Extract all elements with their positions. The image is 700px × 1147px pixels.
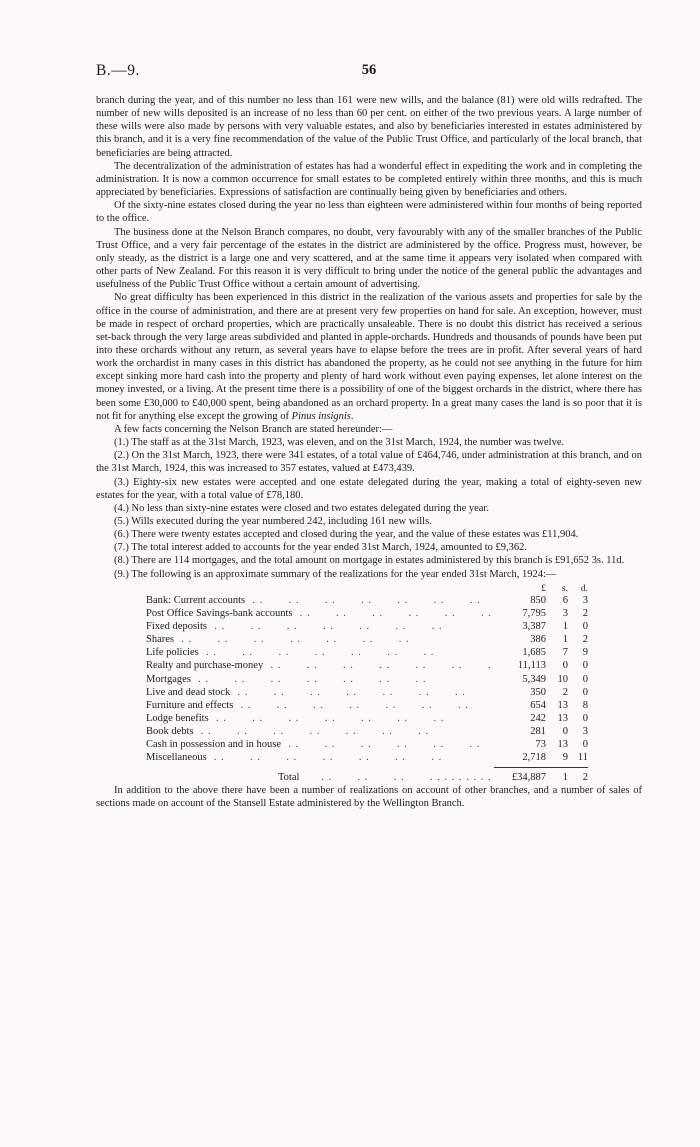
row-pence: 0 <box>582 713 588 725</box>
table-row <box>146 712 588 725</box>
row-label: Cash in possession and in house . . <box>146 738 494 751</box>
row-pence: 11 <box>577 752 588 764</box>
row-shillings: 3 <box>562 607 568 619</box>
row-pence: 0 <box>582 739 588 751</box>
row-pounds: 1,685 <box>522 647 546 659</box>
fact-item: (5.) Wills executed during the year numbered 242, including 161 new wills. <box>114 516 432 527</box>
total-pence: 2 <box>582 771 588 783</box>
row-label: Life policies . . <box>146 646 494 659</box>
row-pence: 2 <box>582 634 588 646</box>
total-pounds: £34,887 <box>511 771 546 783</box>
row-shillings: 6 <box>562 594 568 606</box>
table-row <box>146 751 588 764</box>
fact-item: (6.) There were twenty estates accepted and closed during the year, and the value of these estates was £11,904. <box>114 529 579 541</box>
row-pounds: 5,349 <box>522 673 546 685</box>
row-pence: 3 <box>582 594 588 606</box>
row-pence: 3 <box>582 726 588 738</box>
row-shillings: 7 <box>562 647 568 659</box>
row-label: Fixed deposits . . <box>146 620 494 633</box>
row-shillings: 13 <box>557 739 568 751</box>
row-pence: 0 <box>582 673 588 685</box>
pinus-insignis: Pinus insignis <box>291 410 351 422</box>
page-header <box>96 62 642 82</box>
row-shillings: 13 <box>557 713 568 725</box>
fact-item: (3.) Eighty-six new estates were accepted and one estate delegated during the year, making a total of eighty-seven new estates for the year, with a total value of £78,180. <box>96 476 642 501</box>
closing-paragraph: In addition to the above there have been a number of realizations on account of other branches, and a number of sales of sections made on account of the Stansell Estate administered by the Wellington Branch. <box>96 784 642 809</box>
row-label: Lodge benefits . . <box>146 712 494 725</box>
row-shillings: 10 <box>557 673 568 685</box>
table-row <box>146 738 588 751</box>
col-shillings: s. <box>561 583 568 594</box>
row-pence: 0 <box>582 660 588 672</box>
table-row <box>146 725 588 738</box>
fact-item: (9.) The following is an approximate summary of the realizations for the year ended 31st March, 1924:— <box>114 568 557 580</box>
total-rule <box>494 767 588 768</box>
facts-intro: A few facts concerning the Nelson Branch are stated hereunder:— <box>114 423 393 435</box>
page-number: 56 <box>361 62 377 78</box>
table-row <box>146 594 588 607</box>
table-row <box>146 673 588 686</box>
row-pounds: 350 <box>530 686 546 698</box>
body-text <box>96 94 642 810</box>
period: . <box>350 410 354 422</box>
fact-item: (2.) On the 31st March, 1923, there were 341 estates, of a total value of £464,746, under administration at this branch, and on the 31st March, 1924, this was increased to 357 estates, valued at £473,439. <box>96 450 642 475</box>
row-pence: 8 <box>582 699 588 711</box>
row-pence: 0 <box>582 621 588 633</box>
table-row <box>146 607 588 620</box>
row-pence: 2 <box>582 607 588 619</box>
paragraph: The decentralization of the administration of estates has had a wonderful effect in expediting the work and in completing the administration. It is now a common occurrence for small estates to be completed entirely within three months, and this is much appreciated by beneficiaries. Expressions of satisfaction are continually being given by beneficiaries and others. <box>96 160 642 199</box>
table-header <box>146 583 588 594</box>
row-label: Miscellaneous . . <box>146 751 494 764</box>
row-label: Book debts . . <box>146 725 494 738</box>
table-row <box>146 633 588 646</box>
row-shillings: 1 <box>562 621 568 633</box>
col-pence: d. <box>580 583 588 594</box>
row-pounds: 386 <box>530 634 546 646</box>
table-row <box>146 686 588 699</box>
table-row <box>146 699 588 712</box>
total-label: Total . . <box>146 771 494 784</box>
total-row <box>146 771 588 784</box>
report-reference: B.—9. <box>96 62 140 79</box>
col-pounds: £ <box>541 583 546 594</box>
paragraph: The business done at the Nelson Branch compares, no doubt, very favourably with any of the smaller branches of the Public Trust Office, and a very fair percentage of the estates in the district are administered by the office. Progress must, however, be only steady, as the district is a large one and very scattered, and at the same time it appears very isolated when compared with other parts of New Zealand. For this reason it is very difficult to bring under the notice of the general public the advantages and usefulness of the Public Trust Office without a certain amount of advertising. <box>96 226 642 291</box>
fact-item: (7.) The total interest added to accounts for the year ended 31st March, 1924, amounted to £9,362. <box>114 542 527 554</box>
row-pounds: 11,113 <box>517 660 546 672</box>
fact-item: (8.) There are 114 mortgages, and the total amount on mortgage in estates administered by this branch is £91,652 3s. 11d. <box>114 555 625 567</box>
table-row <box>146 659 588 672</box>
row-shillings: 0 <box>562 660 568 672</box>
total-shillings: 1 <box>562 771 568 783</box>
row-pence: 0 <box>582 686 588 698</box>
row-pounds: 654 <box>530 699 546 711</box>
realizations-table <box>146 583 588 784</box>
row-label: Bank: Current accounts . . <box>146 594 494 607</box>
row-shillings: 0 <box>562 726 568 738</box>
paragraph: Of the sixty-nine estates closed during the year no less than eighteen were administered within four months of being reported to the office. <box>96 200 642 225</box>
table-row <box>146 646 588 659</box>
row-shillings: 13 <box>557 699 568 711</box>
paragraph: branch during the year, and of this number no less than 161 were new wills, and the balance (81) were old wills redrafted. The number of new wills deposited is an increase of no less than 60 per cent. on either of the two previous years. A large number of these wills were also made by persons with very valuable estates, and also by beneficiaries interested in estates administered by this branch, and it is a very fine recommendation of the value of the Public Trust Office, and particularly of the local branch, that beneficiaries are being attracted. <box>96 95 642 159</box>
paragraph-text: No great difficulty has been experienced in this district in the realization of the various assets and properties for sale by the office in the course of administration, and there are at present very few properties on hand for sale. An exception, however, must be made in respect of orchard properties, which are practically unsaleable. There is no doubt this district has received a serious set-back through the very large areas subdivided and planted in apple-orchards. Hundreds and thousands of pounds have been put into these orchards without any return, as several years have to elapse before the trees are in profit. After several years of hard work the orchardist in many cases in this district has abandoned the property, as he could not see anything in the future for him except sinking more hard cash into the property and plenty of hard work without even paying expenses, let alone interest on the money invested, or a living. At the present time there is a possibility of one of the biggest orchards in the district, where there has been some £30,000 to £40,000 spent, being abandoned as an orchard property. In a great many cases the land is so poor that it is not fit for anything else except the growing of <box>96 292 642 422</box>
row-label: Realty and purchase-money . . <box>146 659 494 672</box>
row-label: Shares . . <box>146 633 494 646</box>
row-pounds: 850 <box>530 594 546 606</box>
row-label: Furniture and effects . . <box>146 699 494 712</box>
paragraph <box>96 291 642 423</box>
table-row <box>146 620 588 633</box>
row-shillings: 1 <box>562 634 568 646</box>
fact-item: (4.) No less than sixty-nine estates were closed and two estates delegated during the year. <box>114 502 489 514</box>
row-label: Mortgages . . <box>146 673 494 686</box>
table-rows <box>146 594 588 765</box>
row-pounds: 7,795 <box>522 607 546 619</box>
row-shillings: 2 <box>562 686 568 698</box>
row-pence: 9 <box>582 647 588 659</box>
row-pounds: 3,387 <box>522 621 546 633</box>
row-label: Post Office Savings-bank accounts . . <box>146 607 494 620</box>
row-label: Live and dead stock . . <box>146 686 494 699</box>
row-pounds: 73 <box>535 739 546 751</box>
row-pounds: 281 <box>530 726 546 738</box>
row-pounds: 2,718 <box>522 752 546 764</box>
row-shillings: 9 <box>562 752 568 764</box>
fact-item: (1.) The staff as at the 31st March, 1923, was eleven, and on the 31st March, 1924, the number was twelve. <box>114 437 565 449</box>
row-pounds: 242 <box>530 713 546 725</box>
